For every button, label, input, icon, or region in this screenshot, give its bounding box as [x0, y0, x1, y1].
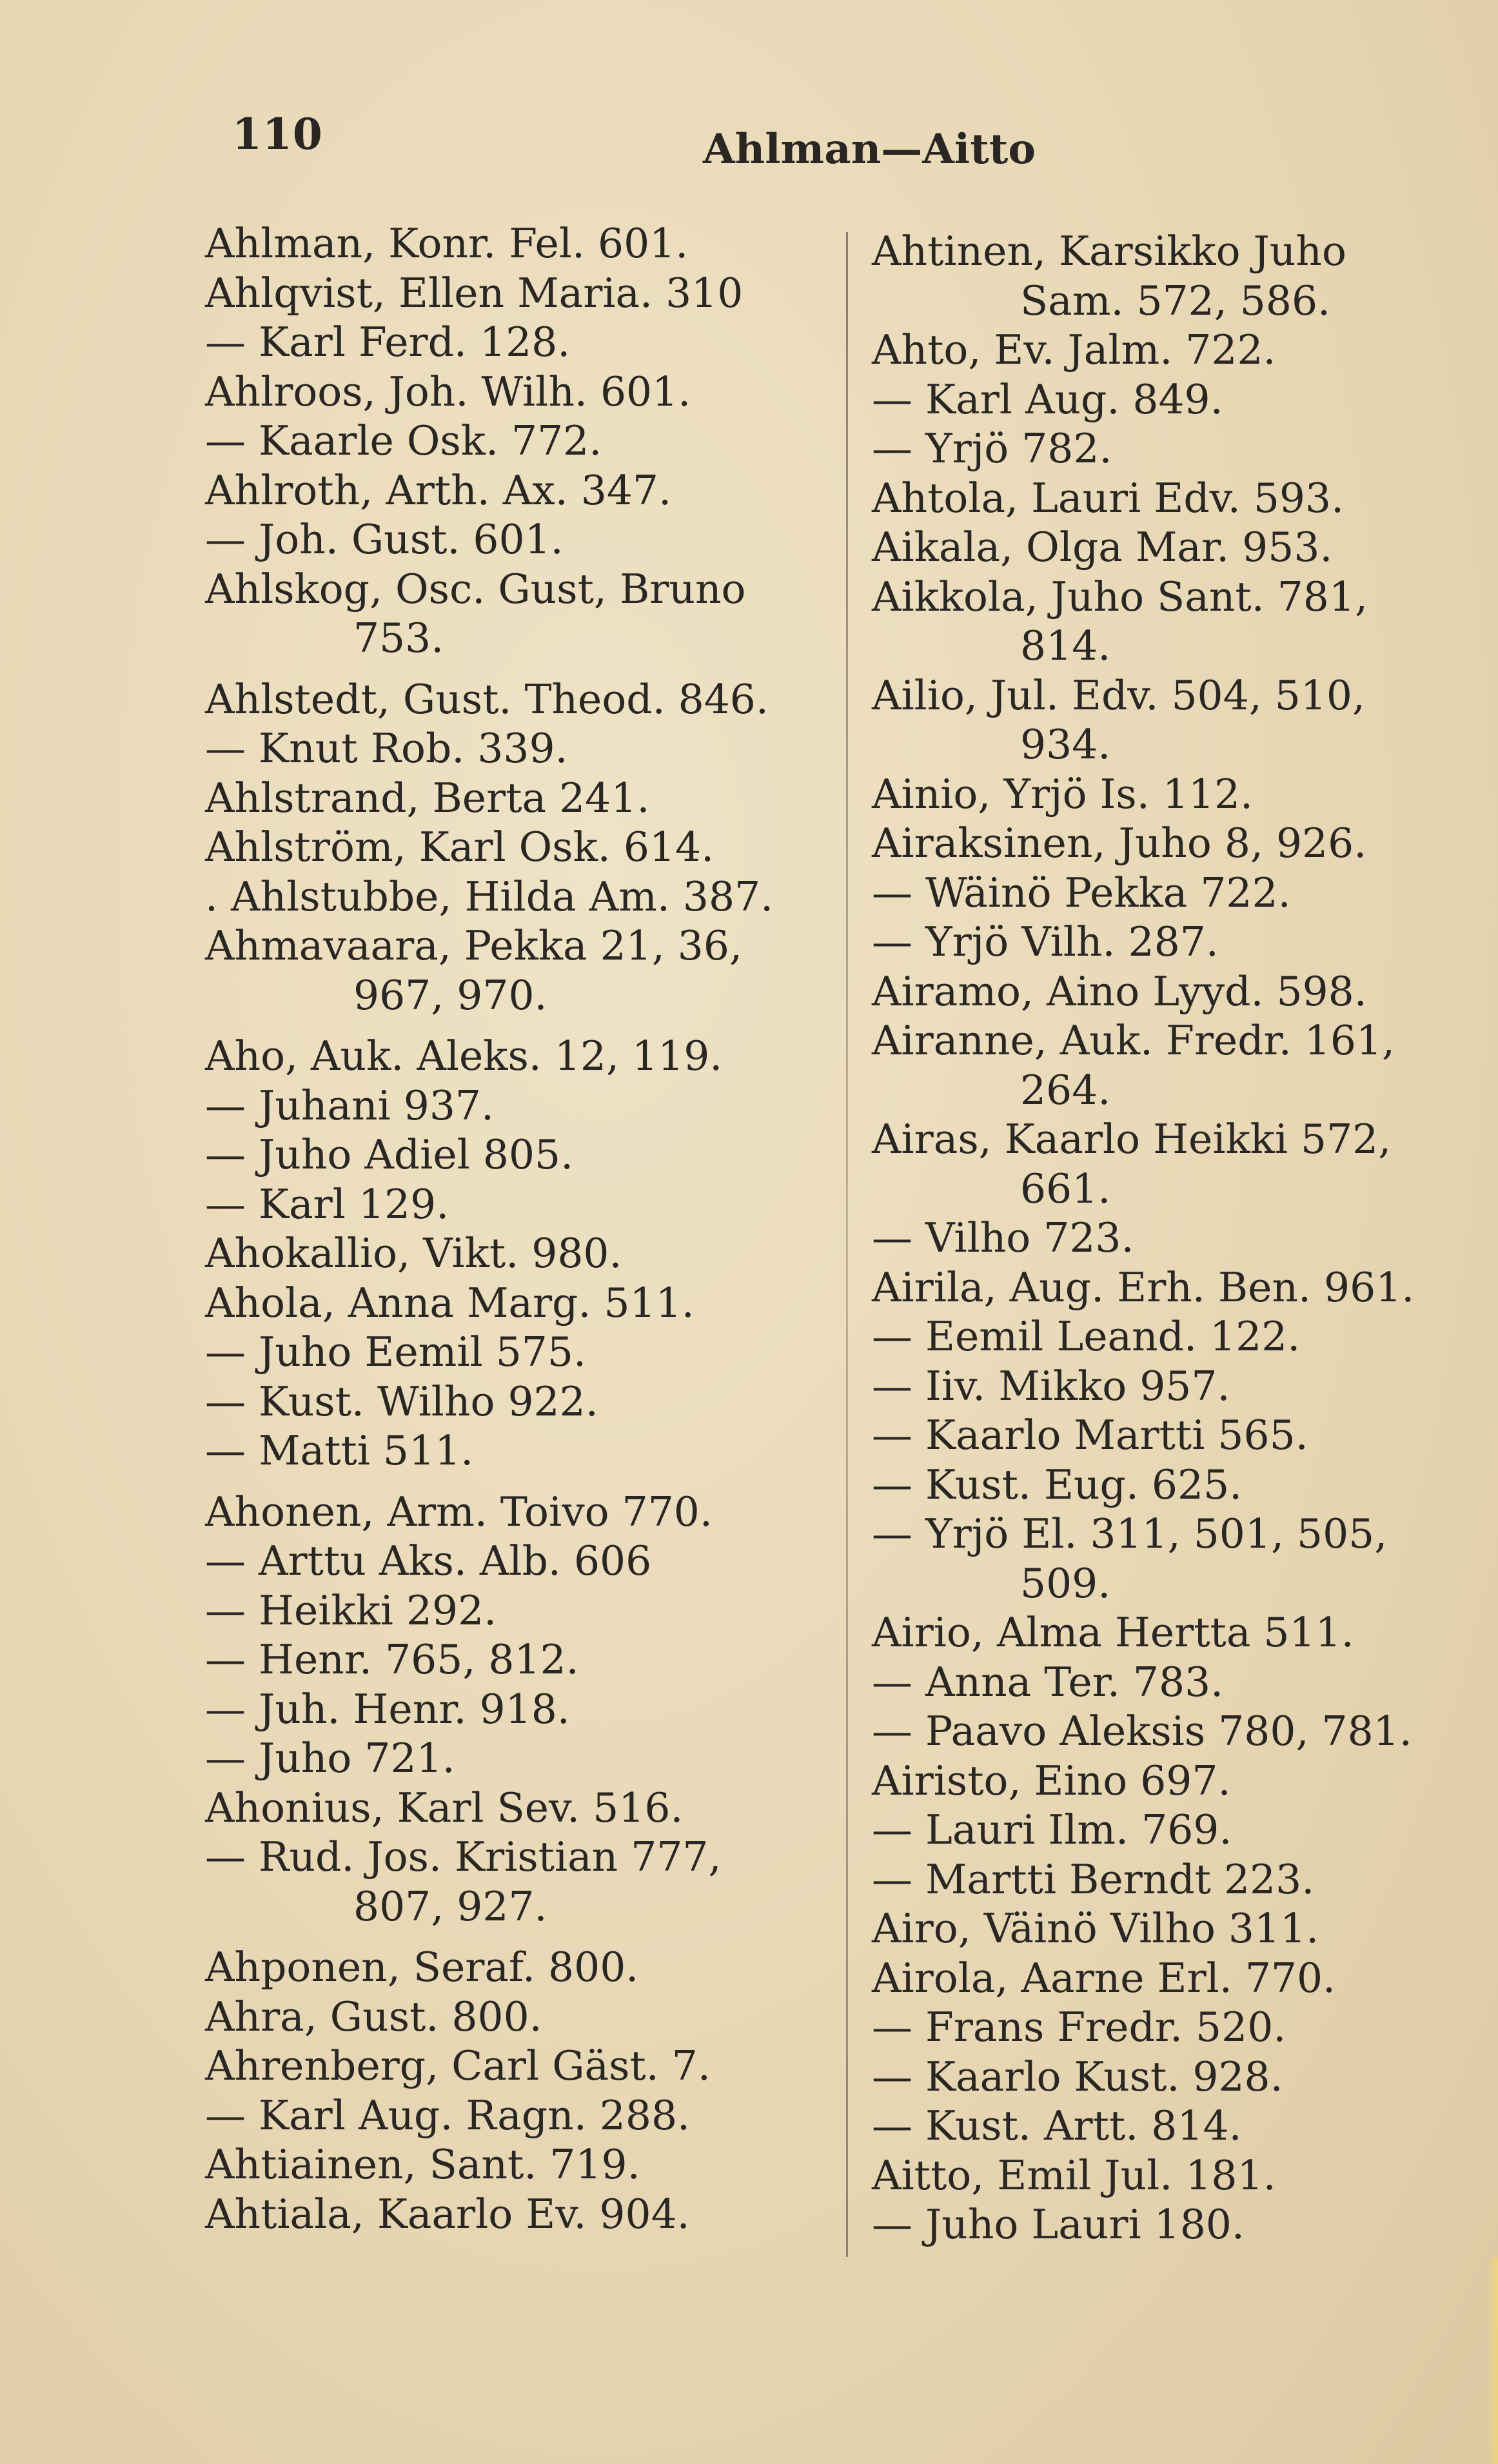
directory-entry — [205, 1685, 837, 1735]
entry-text: Ahlqvist, Ellen Maria. 310 — [205, 269, 744, 317]
entry-continuation: Sam. 572, 586. — [1020, 277, 1331, 324]
directory-entry — [872, 375, 1491, 425]
entry-text: — Frans Fredr. 520. — [872, 2004, 1286, 2051]
running-head: Ahlman—Aitto — [703, 125, 1036, 173]
entry-text: — Eemil Leand. 122. — [872, 1313, 1301, 1360]
entry-text: — Yrjö 782. — [872, 425, 1112, 472]
entry-text: — Karl 129. — [205, 1180, 449, 1228]
directory-entry — [872, 2053, 1491, 2102]
directory-entry — [205, 1488, 837, 1537]
entry-continuation: 807, 927. — [353, 1882, 547, 1930]
entry-text: — Kaarle Osk. 772. — [205, 417, 602, 464]
directory-entry — [205, 872, 837, 922]
directory-entry — [205, 1993, 837, 2042]
directory-entry — [872, 474, 1491, 524]
directory-entry — [872, 1806, 1491, 1855]
entry-text: Ailio, Jul. Edv. 504, 510, — [872, 671, 1366, 719]
directory-entry — [205, 1180, 837, 1230]
entry-text: — Karl Aug. Ragn. 288. — [205, 2091, 691, 2139]
directory-entry — [205, 774, 837, 823]
directory-entry — [205, 1734, 837, 1784]
entry-text: — Juho Eemil 575. — [205, 1328, 586, 1375]
entry-text: — Henr. 765, 812. — [205, 1636, 579, 1683]
entry-text: — Rud. Jos. Kristian 777, — [205, 1833, 722, 1880]
entry-continuation: 264. — [1020, 1066, 1111, 1114]
entry-text: — Heikki 292. — [205, 1586, 497, 1634]
directory-entry — [205, 1784, 837, 1833]
entry-continuation: 934. — [1020, 721, 1111, 768]
entry-text: — Matti 511. — [205, 1427, 474, 1474]
directory-entry — [872, 1312, 1491, 1362]
directory-entry — [205, 515, 837, 565]
entry-text: Ahlroos, Joh. Wilh. 601. — [205, 368, 691, 415]
entry-text: — Yrjö Vilh. 287. — [872, 918, 1219, 965]
entry-text: Ahlstrand, Berta 241. — [205, 774, 650, 822]
directory-entry — [872, 1016, 1491, 1115]
directory-entry — [205, 823, 837, 872]
directory-entry — [872, 2200, 1491, 2250]
directory-entry — [205, 1537, 837, 1586]
directory-entry — [205, 1833, 837, 1931]
directory-entry — [205, 2190, 837, 2240]
directory-entry — [872, 2151, 1491, 2201]
directory-entry — [205, 724, 837, 774]
entry-text: Ahtinen, Karsikko Juho — [872, 228, 1346, 275]
directory-entry — [872, 2102, 1491, 2151]
entry-text: — Lauri Ilm. 769. — [872, 1806, 1232, 1853]
directory-entry — [872, 1214, 1491, 1263]
entry-text: — Paavo Aleksis 780, 781. — [872, 1708, 1412, 1755]
directory-entry — [872, 1855, 1491, 1905]
directory-entry — [205, 1229, 837, 1279]
directory-entry — [872, 227, 1491, 326]
entry-text: Ahlstedt, Gust. Theod. 846. — [205, 675, 769, 723]
entry-continuation: 814. — [1020, 622, 1111, 669]
entry-text: — Karl Ferd. 128. — [205, 319, 571, 366]
directory-entry — [872, 869, 1491, 918]
directory-entry — [872, 1362, 1491, 1412]
entry-text: — Karl Aug. 849. — [872, 375, 1223, 423]
entry-text: Ahtiala, Kaarlo Ev. 904. — [205, 2190, 690, 2238]
directory-entry — [872, 1263, 1491, 1313]
entry-text: Ahrenberg, Carl Gäst. 7. — [205, 2042, 711, 2089]
entry-text: — Yrjö El. 311, 501, 505, — [872, 1510, 1388, 1557]
directory-entry — [872, 770, 1491, 820]
entry-text: — Martti Berndt 223. — [872, 1855, 1315, 1903]
entry-text: Aikkola, Juho Sant. 781, — [872, 573, 1368, 620]
entry-text: Ahto, Ev. Jalm. 722. — [872, 326, 1276, 373]
directory-entry — [205, 1586, 837, 1636]
directory-entry — [872, 1904, 1491, 1954]
directory-entry — [872, 1757, 1491, 1806]
entry-text: Ahtola, Lauri Edv. 593. — [872, 474, 1345, 522]
left-column — [205, 219, 837, 2239]
entry-text: Airanne, Auk. Fredr. 161, — [872, 1017, 1395, 1064]
entry-text: Ahlman, Konr. Fel. 601. — [205, 220, 689, 267]
column-divider — [846, 232, 848, 2257]
entry-text: Ahlström, Karl Osk. 614. — [205, 823, 715, 871]
entry-text: — Juho Adiel 805. — [205, 1131, 574, 1178]
directory-entry — [872, 1115, 1491, 1214]
entry-continuation: 661. — [1020, 1165, 1111, 1212]
directory-entry — [205, 1032, 837, 1081]
directory-entry — [872, 2003, 1491, 2053]
entry-text: Airamo, Aino Lyyd. 598. — [872, 967, 1367, 1015]
directory-entry — [872, 967, 1491, 1017]
directory-entry — [205, 675, 837, 725]
entry-text: Aitto, Emil Jul. 181. — [872, 2151, 1276, 2199]
entry-text: Ahlskog, Osc. Gust, Bruno — [205, 565, 746, 613]
entry-text: — Arttu Aks. Alb. 606 — [205, 1537, 652, 1584]
entry-text: — Iiv. Mikko 957. — [872, 1362, 1230, 1410]
entry-text: Ahokallio, Vikt. 980. — [205, 1230, 622, 1277]
entry-text: Ahlroth, Arth. Ax. 347. — [205, 466, 672, 514]
entry-text: Ahonius, Karl Sev. 516. — [205, 1784, 684, 1831]
directory-entry — [872, 326, 1491, 375]
entry-text: — Kust. Wilho 922. — [205, 1377, 598, 1425]
entry-text: Ahmavaara, Pekka 21, 36, — [205, 922, 742, 969]
entry-text: Ahola, Anna Marg. 511. — [205, 1279, 695, 1326]
directory-entry — [205, 565, 837, 664]
entry-continuation: 753. — [353, 615, 444, 662]
directory-entry — [872, 424, 1491, 474]
entry-text: — Kaarlo Martti 565. — [872, 1412, 1308, 1459]
directory-entry — [205, 368, 837, 417]
entry-text: Aho, Auk. Aleks. 12, 119. — [205, 1032, 723, 1079]
directory-entry — [872, 819, 1491, 869]
entry-text: — Kust. Eug. 625. — [872, 1461, 1243, 1508]
entry-continuation: 967, 970. — [353, 971, 547, 1019]
entry-text: — Juhani 937. — [205, 1081, 495, 1129]
entry-text: . Ahlstubbe, Hilda Am. 387. — [205, 872, 774, 920]
directory-entry — [205, 2140, 837, 2190]
entry-text: — Knut Rob. 339. — [205, 725, 568, 772]
directory-entry — [205, 1426, 837, 1476]
entry-continuation: 509. — [1020, 1559, 1111, 1607]
directory-entry — [205, 417, 837, 466]
entry-text: — Juh. Henr. 918. — [205, 1685, 570, 1733]
entry-text: — Kust. Artt. 814. — [872, 2102, 1242, 2149]
directory-entry — [205, 2042, 837, 2091]
directory-entry — [872, 1954, 1491, 2004]
entry-text: Airola, Aarne Erl. 770. — [872, 1954, 1336, 2002]
directory-entry — [205, 1279, 837, 1328]
directory-entry — [205, 466, 837, 516]
entry-text: Airo, Väinö Vilho 311. — [872, 1905, 1319, 1952]
entry-text: — Vilho 723. — [872, 1214, 1134, 1261]
directory-entry — [205, 269, 837, 319]
directory-entry — [205, 1130, 837, 1180]
directory-entry — [205, 1635, 837, 1685]
entry-text: Ahra, Gust. 800. — [205, 1993, 542, 2040]
entry-text: Airila, Aug. Erh. Ben. 961. — [872, 1263, 1415, 1311]
directory-entry — [872, 671, 1491, 770]
entry-text: — Kaarlo Kust. 928. — [872, 2053, 1283, 2100]
directory-entry — [872, 573, 1491, 671]
directory-entry — [872, 1510, 1491, 1608]
entry-text: — Wäinö Pekka 722. — [872, 869, 1291, 916]
right-column — [872, 227, 1491, 2250]
directory-entry — [872, 1707, 1491, 1757]
directory-entry — [872, 1658, 1491, 1708]
directory-entry — [205, 1377, 837, 1427]
entry-text: Airas, Kaarlo Heikki 572, — [872, 1116, 1392, 1163]
directory-entry — [872, 1608, 1491, 1658]
entry-text: — Anna Ter. 783. — [872, 1658, 1224, 1706]
directory-entry — [872, 523, 1491, 573]
directory-entry — [872, 1411, 1491, 1461]
directory-entry — [205, 922, 837, 1020]
entry-text: Ahonen, Arm. Toivo 770. — [205, 1488, 713, 1535]
directory-entry — [872, 918, 1491, 967]
entry-text: Airaksinen, Juho 8, 926. — [872, 820, 1367, 867]
entry-text: Ahponen, Seraf. 800. — [205, 1944, 639, 1991]
directory-entry — [205, 1943, 837, 1993]
directory-entry — [205, 219, 837, 269]
entry-text: Airio, Alma Hertta 511. — [872, 1609, 1354, 1656]
entry-text: — Juho 721. — [205, 1735, 455, 1782]
entry-text: Ainio, Yrjö Is. 112. — [872, 770, 1254, 818]
page-number: 110 — [232, 109, 323, 159]
directory-entry — [205, 1081, 837, 1131]
directory-entry — [205, 318, 837, 368]
entry-text: Aikala, Olga Mar. 953. — [872, 524, 1333, 571]
entry-text: Ahtiainen, Sant. 719. — [205, 2141, 640, 2188]
entry-text: — Joh. Gust. 601. — [205, 516, 564, 563]
directory-entry — [205, 2091, 837, 2141]
page-edge-strip — [1489, 2257, 1498, 2464]
entry-text: Airisto, Eino 697. — [872, 1757, 1231, 1804]
entry-text: — Juho Lauri 180. — [872, 2201, 1245, 2248]
directory-entry — [205, 1328, 837, 1377]
directory-entry — [872, 1461, 1491, 1510]
